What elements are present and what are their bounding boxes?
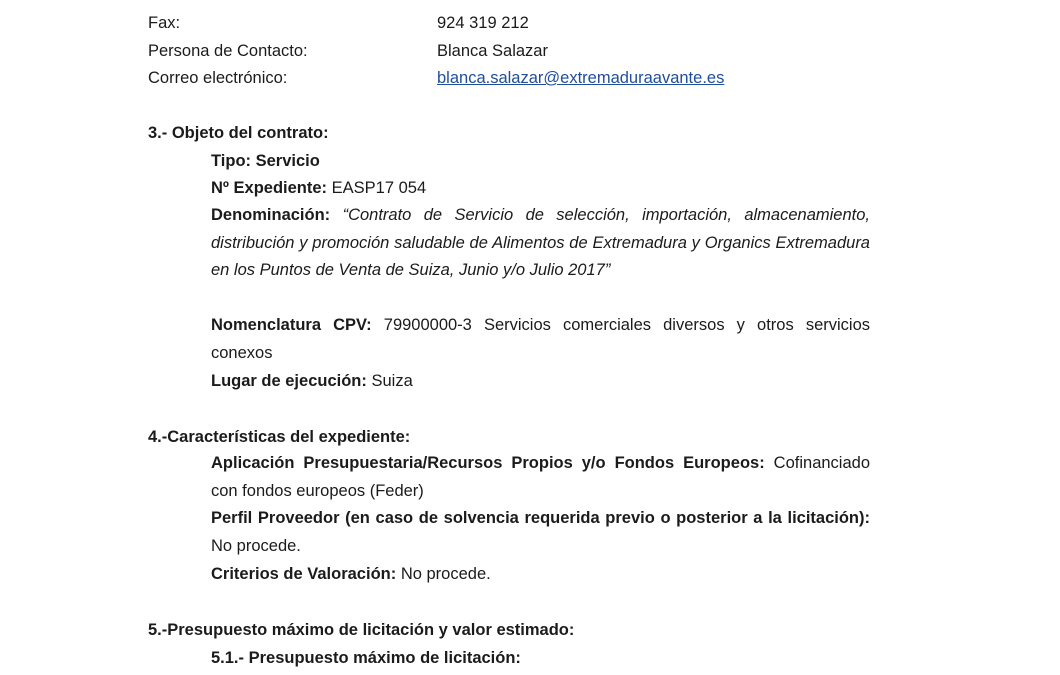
cpv-value: 79900000-3 Servicios comerciales diversos y otros servicios conexos (211, 316, 870, 362)
lugar-value: Suiza (371, 372, 413, 390)
expediente-value: EASP17 054 (331, 179, 427, 197)
criterios-line (211, 564, 491, 584)
cpv-label: Nomenclatura CPV: (211, 316, 372, 334)
contact-person-label: Persona de Contacto: (148, 42, 308, 60)
email-label: Correo electrónico: (148, 69, 288, 87)
denominacion-label: Denominación: (211, 206, 331, 224)
lugar-line (211, 371, 413, 391)
aplicacion-value: Cofinanciado con fondos europeos (Feder) (211, 454, 870, 500)
cropped-top-line (0, 0, 1060, 5)
perfil-paragraph (211, 505, 870, 560)
cpv-paragraph (211, 312, 870, 367)
expediente-label: Nº Expediente: (211, 179, 328, 197)
aplicacion-label: Aplicación Presupuestaria/Recursos Propios y/o Fondos Europeos: (211, 454, 765, 472)
fax-value: 924 319 212 (437, 14, 529, 32)
criterios-label: Criterios de Valoración: (211, 565, 397, 583)
email-link[interactable]: blanca.salazar@extremaduraavante.es (437, 69, 725, 87)
perfil-value: No procede. (211, 536, 301, 555)
contract-type: Tipo: Servicio (211, 152, 320, 170)
lugar-label: Lugar de ejecución: (211, 372, 367, 390)
contact-person-value: Blanca Salazar (437, 42, 548, 60)
expediente-line (211, 178, 426, 198)
section-4-heading: 4.-Características del expediente: (148, 428, 411, 446)
denominacion-paragraph (211, 202, 870, 285)
section-5-heading: 5.-Presupuesto máximo de licitación y valor estimado: (148, 621, 575, 639)
section-5-1-heading: 5.1.- Presupuesto máximo de licitación: (211, 649, 521, 667)
perfil-label: Perfil Proveedor (en caso de solvencia requerida previo o posterior a la licitación): (211, 509, 870, 527)
aplicacion-paragraph (211, 450, 870, 505)
section-3-heading: 3.- Objeto del contrato: (148, 124, 329, 142)
denominacion-value: “Contrato de Servicio de selección, importación, almacenamiento, distribución y promoción saludable de Alimentos de Extremadura y Organics Extremadura en los Puntos de Venta de Suiza, Junio y/o Julio 2017” (211, 206, 870, 279)
criterios-value: No procede. (400, 565, 491, 583)
fax-label: Fax: (148, 14, 181, 32)
